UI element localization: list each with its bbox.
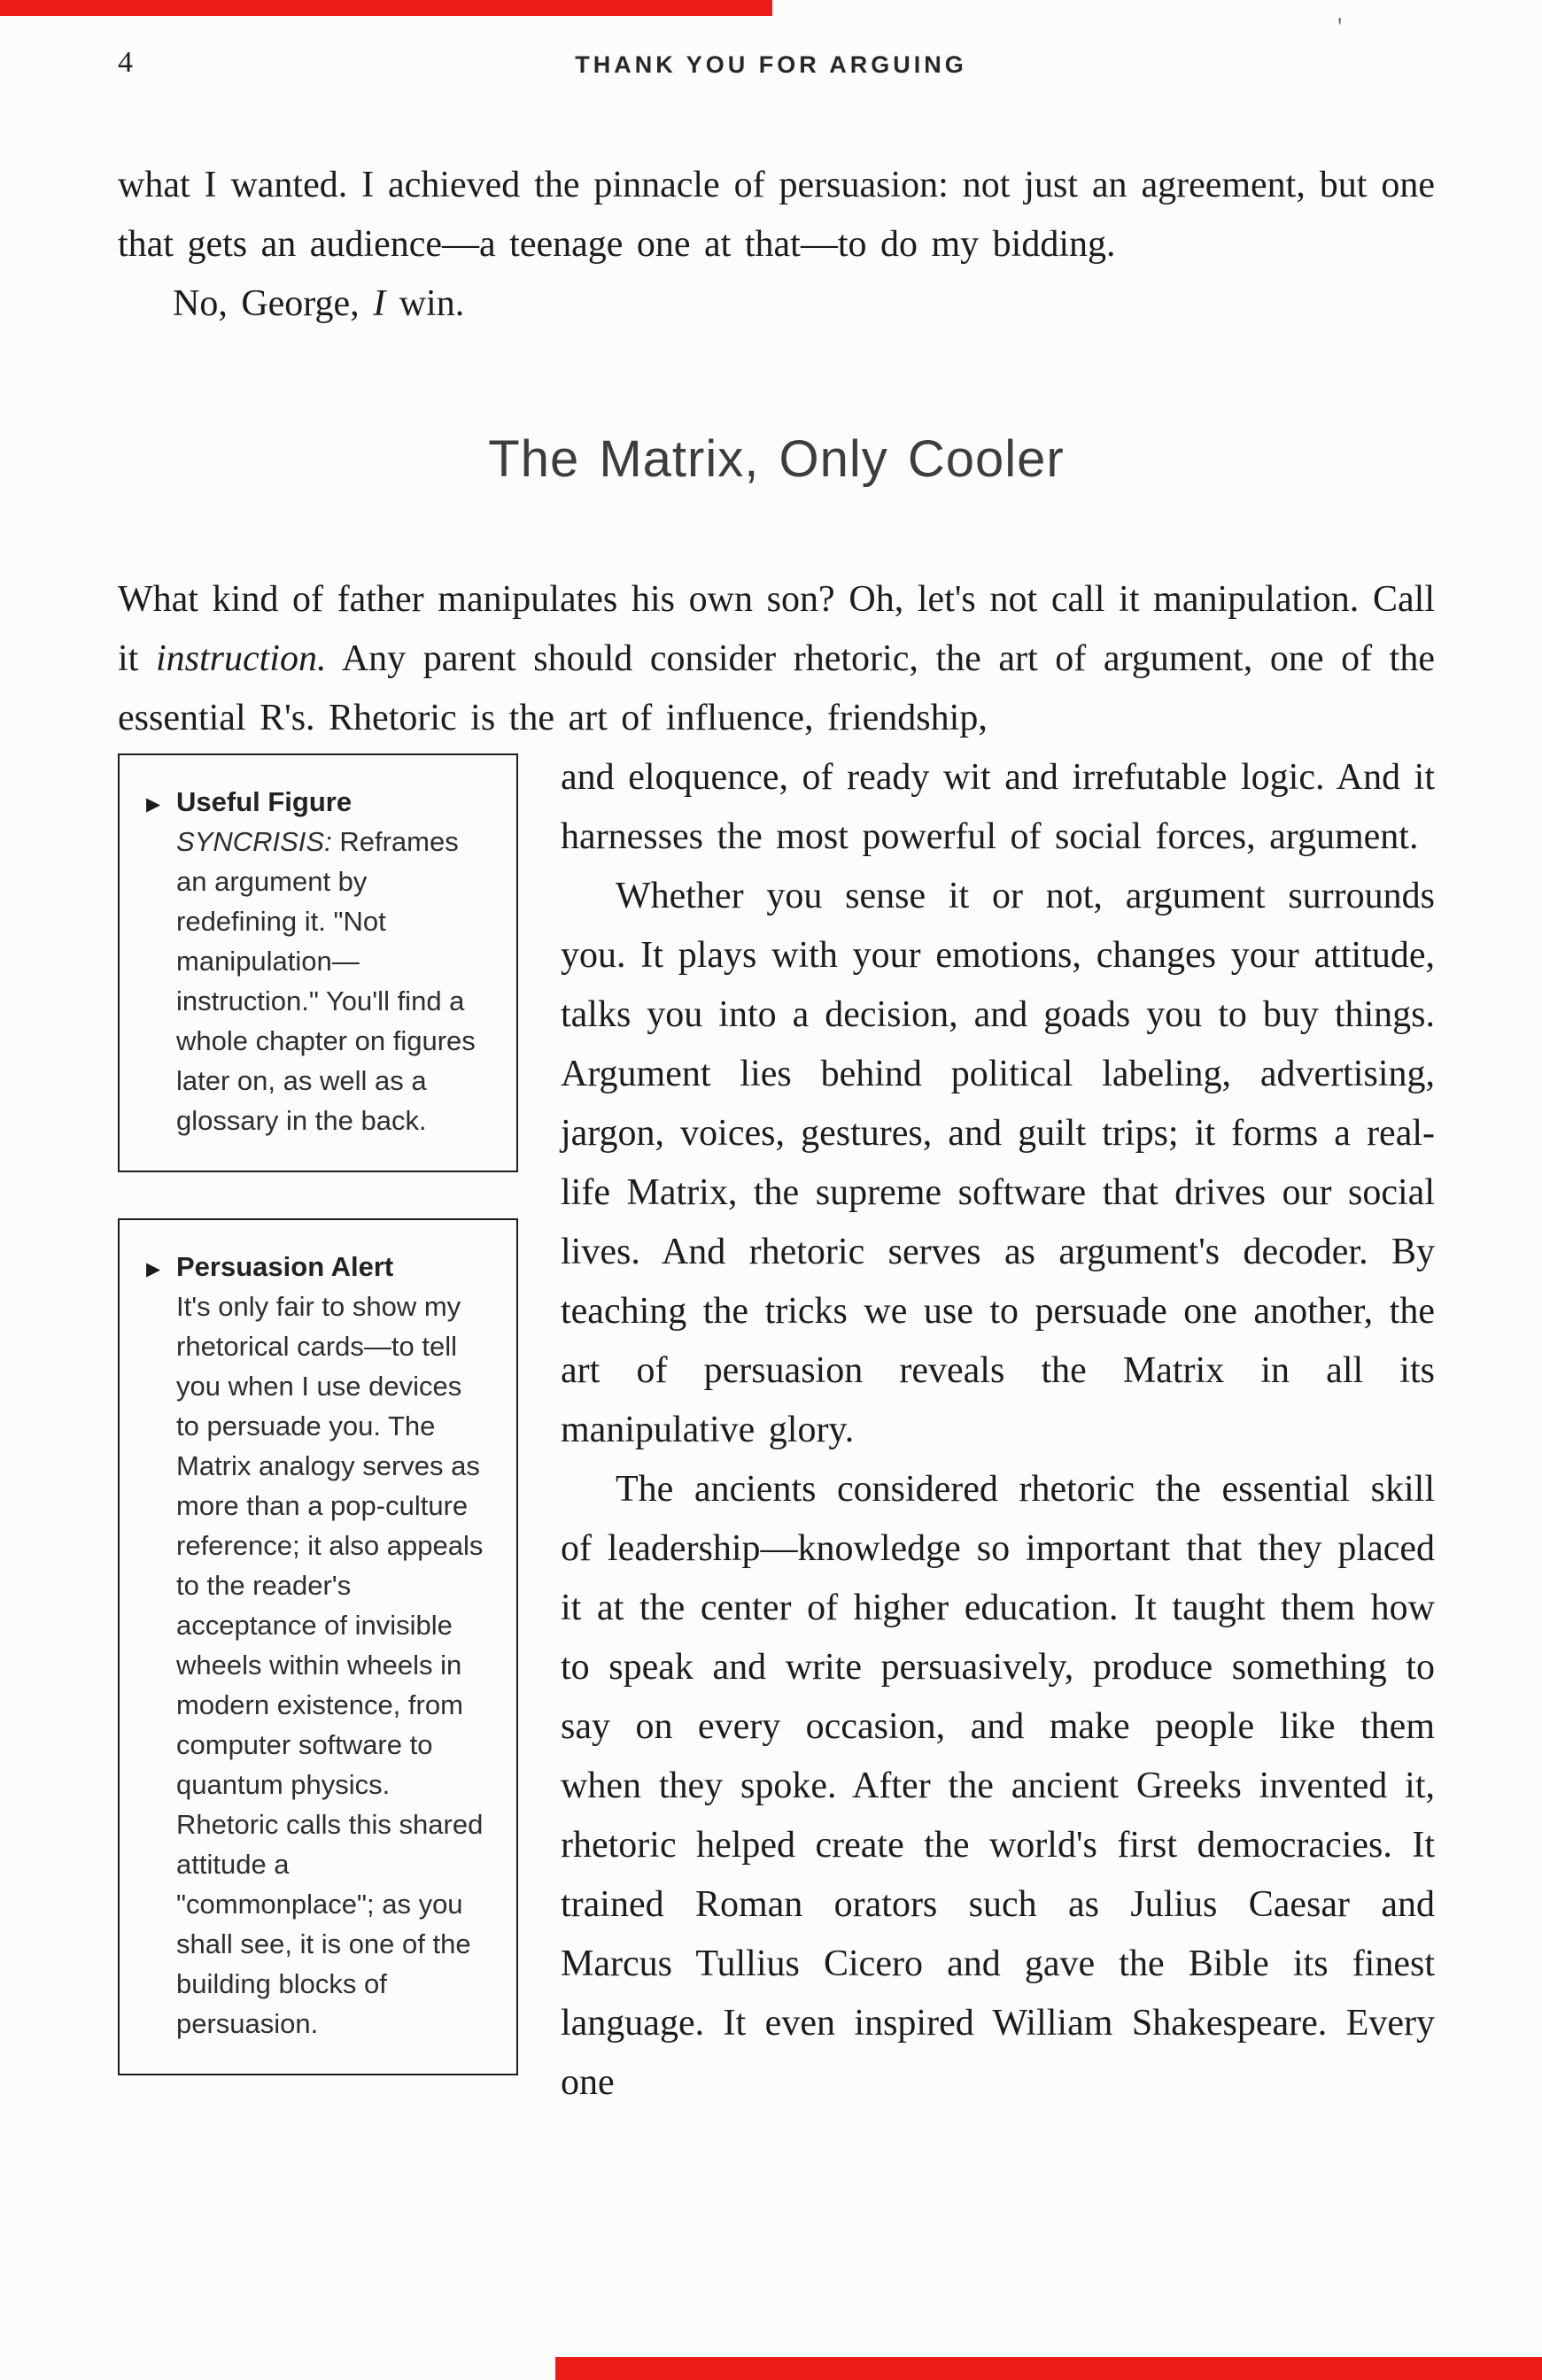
section-heading: The Matrix, Only Cooler [488,430,1065,488]
intro-paragraph [118,156,1435,274]
useful-figure-title: Useful Figure [176,786,353,817]
no-george-c: win. [385,283,465,324]
lead-text-c: Any parent should consider rhetoric, the art of argument, one of the essential R's. Rhetoric is the art of influence, friendship, [118,638,1435,738]
body-text-column [561,748,1435,2113]
running-head [0,0,1542,87]
no-george-line [118,274,1435,334]
scan-artifact-bottom-red-bar [555,2357,1542,2380]
triangle-bullet-icon: ▶ [146,1258,161,1279]
body-paragraph-continuation: and eloquence, of ready wit and irrefutable logic. And it harnesses the most powerful of social forces, argument. [561,757,1435,857]
main-text-block [118,156,1435,2121]
useful-figure-term: SYNCRISIS: [176,826,332,857]
persuasion-alert-box [118,1218,518,2075]
lead-paragraph [118,570,1435,748]
persuasion-alert-title-row [146,1247,490,1287]
body-paragraph-ancients: The ancients considered rhetoric the essential skill of leadership—knowledge so important that they placed it at the center of higher education. It taught them how to speak and write persuasively, produce something to say on every occasion, and make people like them when they spoke. After the ancient Greeks invented it, rhetoric helped create the world's first democracies. It trained Roman orators such as Julius Caesar and Marcus Tullius Cicero and gave the Bible its finest language. It even inspired William Shakespeare. Every one [561,1469,1435,2103]
sidebar-column [118,753,518,2121]
no-george-italic-i: I [373,283,386,324]
useful-figure-title-row [146,782,490,822]
persuasion-alert-body: It's only fair to show my rhetorical cards—to tell you when I use devices to persuade you. The Matrix analogy serves as more than a pop-culture reference; it also appeals to the reader's acceptance of invisible wheels within wheels in modern existence, from computer software to quantum physics. Rhetoric calls this shared attitude a "commonplace"; as you shall see, it is one of the building blocks of persuasion. [176,1291,484,2039]
lead-italic-instruction: instruction. [155,638,327,679]
persuasion-alert-title: Persuasion Alert [176,1251,394,1282]
useful-figure-box [118,753,518,1172]
scan-artifact-quote-mark: ' [1337,12,1343,42]
body-paragraph-whether: Whether you sense it or not, argument surrounds you. It plays with your emotions, changes your attitude, talks you into a decision, and goads you to buy things. Argument lies behind political labeling, advertising, jargon, voices, gestures, and guilt trips; it forms a real-life Matrix, the supreme software that drives our social lives. And rhetoric serves as argument's decoder. By teaching the tricks we use to persuade one another, the art of persuasion reveals the Matrix in all its manipulative glory. [561,876,1435,1450]
two-column-region [118,748,1435,2121]
useful-figure-body [146,822,490,1140]
no-george-a: No, George, [173,283,374,324]
triangle-bullet-icon: ▶ [146,793,161,815]
page-number: 4 [118,46,133,79]
running-head-title: THANK YOU FOR ARGUING [575,51,967,78]
lead-text-a: What kind of father manipulates his own son? Oh, let's not call it manipulation. Call it [118,579,1435,679]
useful-figure-body-text: Reframes an argument by redefining it. "Not manipulation—instruction." You'll find a whole chapter on figures later on, as well as a glossary in the back. [176,826,476,1136]
intro-paragraph-text: what I wanted. I achieved the pinnacle of persuasion: not just an agreement, but one that gets an audience—a teenage one at that—to do my bidding. [118,165,1435,265]
